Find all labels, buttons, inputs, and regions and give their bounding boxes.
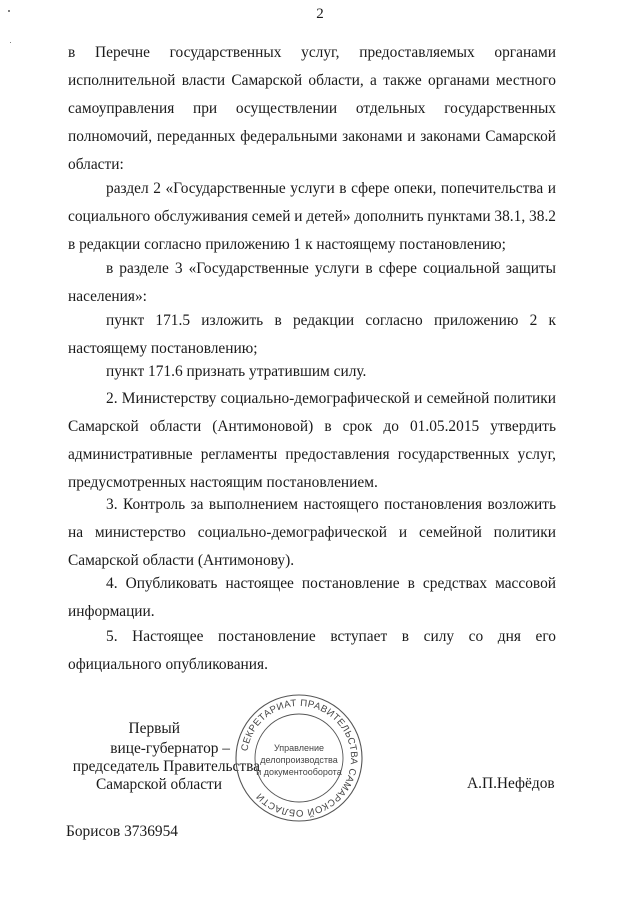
paragraph-item-171-6: пункт 171.6 признать утратившим силу. — [106, 363, 367, 380]
signatory-title-line: председатель Правительства — [72, 758, 260, 775]
paragraph-point-4: 4. Опубликовать настоящее постановление в средствах массовой информации. — [68, 575, 556, 620]
paragraph-intro: в Перечне государственных услуг, предоставляемых органами исполнительной власти Самарской области, а также органами местного самоуправления при осуществлении отдельных государственных полномочий, переданных федеральными законами и законами Самарской области: — [68, 44, 556, 173]
executor-footer: Борисов 3736954 — [66, 823, 178, 840]
official-stamp — [234, 693, 364, 823]
page-number: 2 — [316, 6, 324, 22]
paragraph-item-171-5: пункт 171.5 изложить в редакции согласно приложению 2 к настоящему постановлению; — [68, 312, 556, 357]
signatory-title-line: Самарской области — [95, 776, 222, 793]
signatory-name: А.П.Нефёдов — [467, 775, 555, 792]
stamp-ring-text: СЕКРЕТАРИАТ ПРАВИТЕЛЬСТВА САМАРСКОЙ ОБЛАСТИ — [239, 697, 360, 819]
paragraph-section3: в разделе 3 «Государственные услуги в сфере социальной защиты населения»: — [68, 260, 556, 305]
paragraph-point-2: 2. Министерству социально-демографической и семейной политики Самарской области (Антимоновой) в срок до 01.05.2015 утвердить административные регламенты предоставления государственных услуг, предусмотренных настоящим постановлением. — [68, 390, 556, 491]
signatory-title-line: Первый — [128, 720, 180, 737]
stamp-line: и документооборота — [256, 767, 342, 777]
paragraph-point-3: 3. Контроль за выполнением настоящего постановления возложить на министерство социально-демографической и семейной политики Самарской области (Антимонову). — [68, 496, 556, 569]
stamp-line: делопроизводства — [260, 755, 338, 765]
signatory-title-line: вице-губернатор – — [110, 740, 230, 757]
paragraph-section2: раздел 2 «Государственные услуги в сфере опеки, попечительства и социального обслуживания семей и детей» дополнить пунктами 38.1, 38.2 в редакции согласно приложению 1 к настоящему постановлению; — [68, 180, 556, 253]
paragraph-point-5: 5. Настоящее постановление вступает в силу со дня его официального опубликования. — [68, 628, 556, 673]
stamp-line: Управление — [273, 743, 325, 753]
scan-speck — [10, 42, 11, 43]
